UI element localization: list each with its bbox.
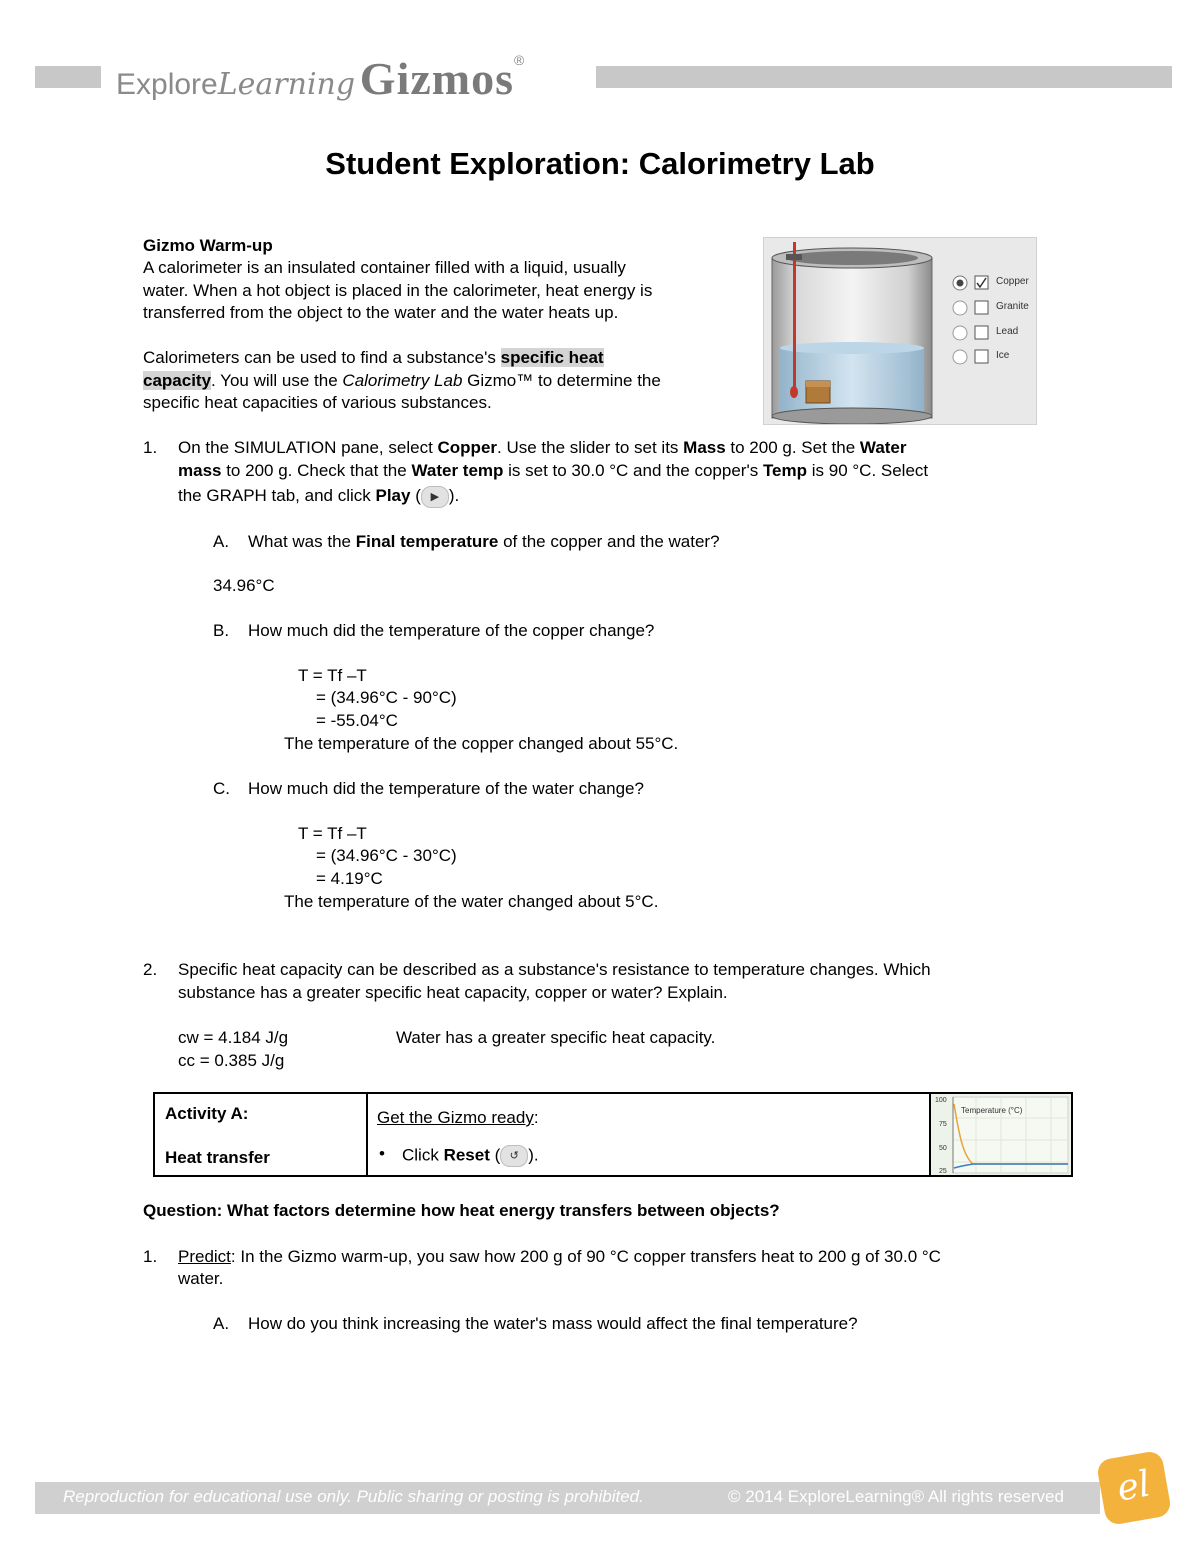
brand-explore: Explore: [116, 68, 218, 101]
header-brand: [116, 52, 596, 102]
q1a-question: [248, 531, 720, 553]
reset-icon: ↺: [500, 1145, 528, 1167]
brand-gizmos: Gizmos: [359, 53, 514, 104]
specific-heat-highlight: specific heat: [500, 348, 604, 367]
predict-a-label: A.: [213, 1314, 230, 1333]
q1c-eq1: T = Tf –T: [298, 824, 367, 843]
q2-line1: Specific heat capacity can be described as a substance's resistance to temperature changes. Which: [178, 960, 931, 979]
q1-text: ).: [448, 486, 460, 505]
q1b-question: How much did the temperature of the copper change?: [248, 621, 655, 640]
q1-temp: Temp: [762, 461, 808, 480]
q1-water-temp: Water temp: [411, 461, 504, 480]
q1-mass2: mass: [178, 461, 222, 480]
q1a-label: A.: [213, 532, 230, 551]
q1-line3: [178, 485, 459, 508]
q1-text: the GRAPH tab, and click: [178, 486, 376, 505]
q1c-eq3: = 4.19°C: [316, 869, 383, 888]
q1-number: 1.: [143, 438, 158, 457]
predict-label: Predict: [178, 1247, 231, 1266]
header-bar-left: [35, 66, 101, 88]
q2-line2: substance has a greater specific heat capacity, copper or water? Explain.: [178, 983, 728, 1002]
page-title: Student Exploration: Calorimetry Lab: [325, 146, 875, 181]
activity-label: Activity A:: [165, 1104, 249, 1123]
warmup-para2-line2: [143, 370, 661, 392]
q1-text: is 90 °C. Select: [807, 461, 929, 480]
activity-instructions-cell: [367, 1093, 930, 1176]
graph-tick-100: 100: [935, 1097, 947, 1104]
q1-line1: [178, 437, 907, 459]
q2-cw: cw = 4.184 J/g: [178, 1028, 289, 1047]
q1b-eq3: = -55.04°C: [316, 711, 398, 730]
predict-line1: [178, 1246, 941, 1268]
q2-answer: Water has a greater specific heat capacity.: [396, 1028, 716, 1047]
q1c-eq2: = (34.96°C - 30°C): [316, 846, 457, 865]
q1c-question: How much did the temperature of the water change?: [248, 779, 644, 798]
capacity-highlight: capacity: [143, 371, 212, 390]
q1-line2: [178, 460, 928, 482]
para2-mid: . You will use the: [211, 371, 343, 390]
reset-label: Reset: [443, 1145, 490, 1165]
activity-table: [153, 1092, 1073, 1177]
q1b-label: B.: [213, 621, 230, 640]
reset-instruction: [379, 1144, 539, 1167]
warmup-para1-line1: A calorimeter is an insulated container filled with a liquid, usually: [143, 258, 626, 277]
activity-graph-cell: [930, 1093, 1072, 1176]
reset-paren-close: ).: [528, 1145, 539, 1165]
predict-number: 1.: [143, 1247, 158, 1266]
brand-learning: Learning: [217, 67, 356, 102]
play-icon: ▶: [421, 486, 449, 508]
warmup-para2-line1: [143, 347, 604, 369]
predict-line2: water.: [178, 1269, 224, 1288]
q1-text: is set to 30.0 °C and the copper's: [503, 461, 763, 480]
warmup-para1-line2: water. When a hot object is placed in the calorimeter, heat energy is: [143, 281, 653, 300]
q2-number: 2.: [143, 960, 158, 979]
activity-label-cell: [154, 1093, 367, 1176]
footer-right: © 2014 ExploreLearning® All rights reserved: [728, 1487, 1064, 1506]
q1-text: . Use the slider to set its: [497, 438, 684, 457]
graph-title: Temperature (°C): [961, 1106, 1023, 1115]
reset-text: Click: [402, 1145, 444, 1165]
warmup-heading: Gizmo Warm-up: [143, 236, 273, 255]
warmup-para2-line3: specific heat capacities of various substances.: [143, 393, 492, 412]
get-ready-colon: :: [533, 1108, 539, 1127]
option-granite: Granite: [996, 301, 1029, 312]
q1-play: Play: [375, 486, 411, 505]
activity-topic: Heat transfer: [165, 1148, 270, 1167]
para2-post: Gizmo™ to determine the: [462, 371, 661, 390]
q1-mass: Mass: [683, 438, 726, 457]
predict-text: : In the Gizmo warm-up, you saw how 200 g of 90 °C copper transfers heat to 200 g of 30.0 °C: [230, 1247, 941, 1266]
activity-question: Question: What factors determine how heat energy transfers between objects?: [143, 1201, 780, 1220]
option-copper: Copper: [996, 276, 1029, 287]
q1a-text: of the copper and the water?: [498, 532, 720, 551]
reset-paren: (: [489, 1145, 501, 1165]
get-ready: [377, 1108, 539, 1128]
bullet: •: [379, 1144, 385, 1163]
q1c-label: C.: [213, 779, 230, 798]
q1b-eq2: = (34.96°C - 90°C): [316, 688, 457, 707]
q1-copper: Copper: [437, 438, 498, 457]
q1-text: to 200 g. Check that the: [221, 461, 412, 480]
q1a-answer: 34.96°C: [213, 576, 275, 595]
gizmo-name: Calorimetry Lab: [342, 371, 463, 390]
q1b-eq1: T = Tf –T: [298, 666, 367, 685]
brand-registered: ®: [514, 52, 525, 68]
footer-left: Reproduction for educational use only. Public sharing or posting is prohibited.: [63, 1487, 644, 1506]
q1-text: (: [410, 486, 421, 505]
option-lead: Lead: [996, 326, 1019, 337]
q1-text: to 200 g. Set the: [725, 438, 860, 457]
graph-tick-50: 50: [939, 1145, 947, 1152]
q1c-summary: The temperature of the water changed about 5°C.: [284, 892, 659, 911]
q1-water: Water: [859, 438, 907, 457]
q1-text: On the SIMULATION pane, select: [178, 438, 438, 457]
calorimeter-image: [763, 237, 1037, 425]
q2-cc: cc = 0.385 J/g: [178, 1051, 285, 1070]
predict-a-question: How do you think increasing the water's mass would affect the final temperature?: [248, 1314, 858, 1333]
option-ice: Ice: [996, 350, 1010, 361]
footer-logo: [1096, 1450, 1172, 1526]
q1b-summary: The temperature of the copper changed about 55°C.: [284, 734, 679, 753]
para2-text: Calorimeters can be used to find a substance's: [143, 348, 501, 367]
graph-tick-25: 25: [939, 1168, 947, 1175]
q1a-final-temp: Final temperature: [355, 532, 499, 551]
get-ready-text: Get the Gizmo ready: [377, 1108, 534, 1127]
q1a-text: What was the: [248, 532, 356, 551]
warmup-para1-line3: transferred from the object to the water and the water heats up.: [143, 303, 619, 322]
graph-tick-75: 75: [939, 1121, 947, 1128]
footer-logo-text: el: [1114, 1463, 1154, 1510]
header-bar-right: [596, 66, 1172, 88]
